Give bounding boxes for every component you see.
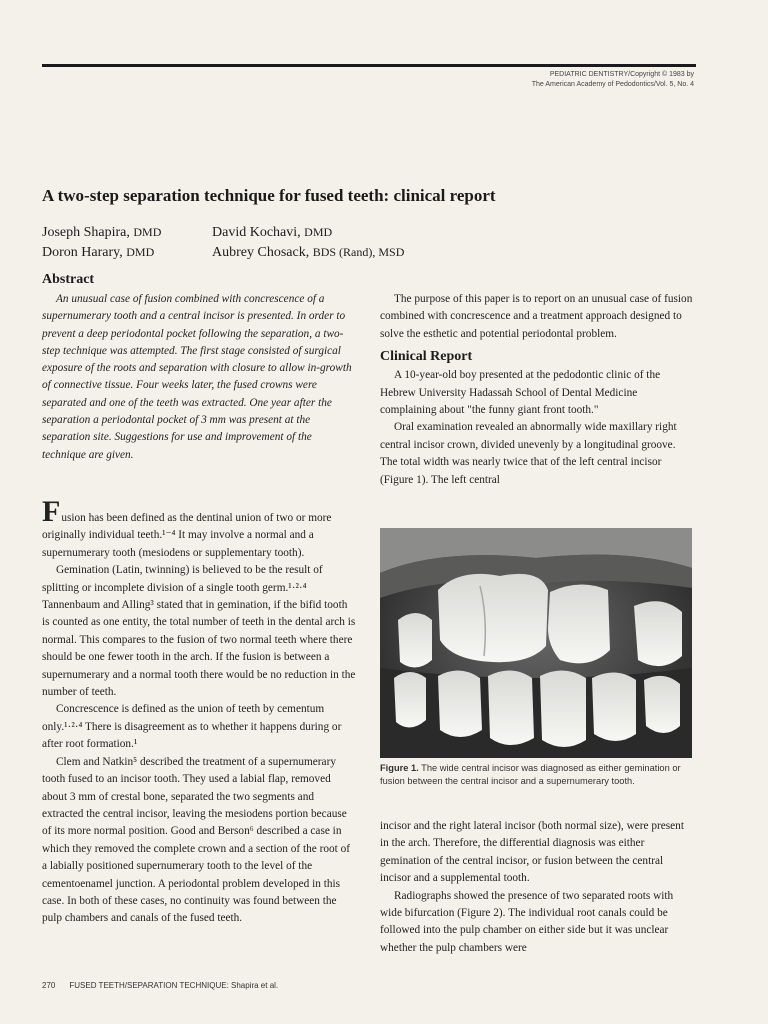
clinical-paragraph-1: A 10-year-old boy presented at the pedodontic clinic of the Hebrew University Hadassah School of Dental Medicine complaining about "the funny giant front tooth." xyxy=(380,369,661,417)
author-3 xyxy=(42,243,154,262)
intro-paragraph-3: Concrescence is defined as the union of teeth by cementum only.¹·²·⁴ There is disagreement as to whether it happens during or after root formation.¹ xyxy=(42,703,342,751)
figure-1-label: Figure 1. xyxy=(380,763,419,773)
author-1 xyxy=(42,223,161,242)
intro-paragraph-4: Clem and Natkin⁵ described the treatment of a supernumerary tooth fused to an incisor tooth. They used a labial flap, removed about 3 mm of crestal bone, separated the two segments and extracted the central incisor, leaving the mesiodens portion because of its more normal position. Good and Berson⁶ described a case in which they removed the complete crown and a section of the root of a labially positioned supernumerary tooth to the level of the cementoenamel junction. A periodontal problem developed in this case. In both of these cases, no continuity was found between the pulp chambers and canals of the fused teeth. xyxy=(42,755,351,925)
journal-header-line2: The American Academy of Pedodontics/Vol. 5, No. 4 xyxy=(531,81,694,88)
intro-paragraph-1-text: usion has been defined as the dentinal union of two or more originally individual teeth.¹⁻⁴ It may involve a normal and a supernumerary tooth (mesiodens or supplementary tooth). xyxy=(42,512,332,559)
author-name: Joseph Shapira, xyxy=(42,225,134,240)
intro-paragraph-2: Gemination (Latin, twinning) is believed to be the result of splitting or incomplete division of a single tooth germ.¹·²·⁴ Tannenbaum and Alling³ stated that in gemination, if the bifid tooth is counted as one entity, the total number of teeth in the dental arch is normal. This compares to the fusion of two normal teeth where there should be one fewer tooth in the arch. If the fusion is between a supernumerary and a normal tooth there would be no reduction in the number of teeth. xyxy=(42,564,356,699)
clinical-paragraph-2: Oral examination revealed an abnormally wide maxillary right central incisor crown, divided unevenly by a longitudinal groove. The total width was nearly twice that of the left central incisor (Figure 1). The left central xyxy=(380,421,677,486)
clinical-report-heading: Clinical Report xyxy=(380,349,473,365)
intro-paragraph-1 xyxy=(42,495,356,562)
author-2 xyxy=(212,223,332,242)
author-name: Doron Harary, xyxy=(42,245,127,260)
drop-cap: F xyxy=(42,495,61,528)
abstract-heading: Abstract xyxy=(42,272,95,287)
figure-1-caption-text: The wide central incisor was diagnosed as either gemination or fusion between the central incisor and a supernumerary tooth. xyxy=(380,763,681,786)
article-title: A two-step separation technique for fused teeth: clinical report xyxy=(42,186,496,205)
running-title: FUSED TEETH/SEPARATION TECHNIQUE: Shapira et al. xyxy=(69,981,279,990)
journal-header-line1: PEDIATRIC DENTISTRY/Copyright © 1983 by xyxy=(549,71,694,78)
page-number: 270 xyxy=(42,981,56,990)
right-column-body xyxy=(380,291,693,489)
author-degree: DMD xyxy=(133,225,162,239)
page-footer xyxy=(42,981,278,990)
figure-1-caption xyxy=(380,762,694,788)
author-name: Aubrey Chosack, xyxy=(212,245,313,260)
author-degree: DMD xyxy=(304,225,333,239)
clinical-paragraph-4: Radiographs showed the presence of two separated roots with wide bifurcation (Figure 2). The individual root canals could be followed into the pulp chamber on either side but it was unclear whether the pulp chambers were xyxy=(380,889,674,954)
author-4 xyxy=(212,243,404,262)
figure-1-photo xyxy=(380,528,692,758)
top-rule xyxy=(42,64,696,67)
purpose-paragraph: The purpose of this paper is to report on an unusual case of fusion combined with concrescence and a treatment approach designed to solve the esthetic and potential periodontal problem. xyxy=(380,293,693,340)
author-name: David Kochavi, xyxy=(212,225,305,240)
right-column-lower xyxy=(380,818,693,957)
clinical-paragraph-3: incisor and the right lateral incisor (both normal size), were present in the arch. Therefore, the differential diagnosis was either gemination of the central incisor, or fusion between the central incisor and a supplemental tooth. xyxy=(380,820,684,885)
author-degree: DMD xyxy=(126,245,155,259)
left-column-body xyxy=(42,495,356,928)
abstract-text: An unusual case of fusion combined with concrescence of a supernumerary tooth and a central incisor is presented. In order to prevent a deep periodontal pocket following the separation, a two-step technique was attempted. The first stage consisted of surgical exposure of the roots and separation with closure to allow in-growth of connective tissue. Four weeks later, the fused crowns were separated and one of the teeth was extracted. One year after the separation a periodontal pocket of 3 mm was present at the separation site. Suggestions for use and improvement of the technique are given. xyxy=(42,293,352,461)
author-degree: BDS (Rand), MSD xyxy=(312,245,405,259)
teeth-photo-image xyxy=(380,528,692,758)
journal-header xyxy=(532,70,694,90)
